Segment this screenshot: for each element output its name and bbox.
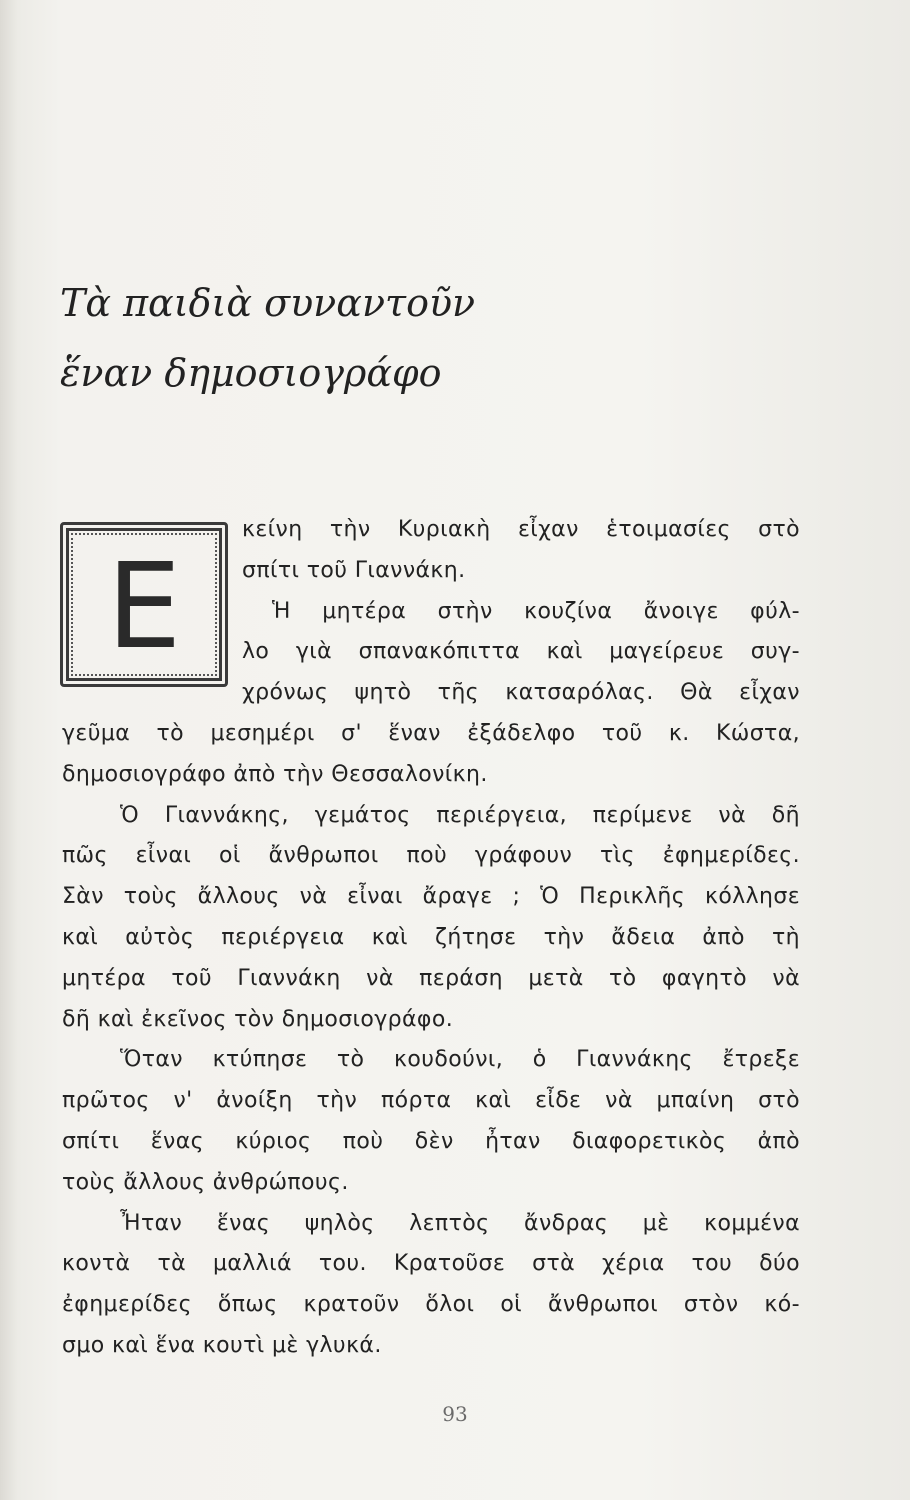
chapter-title-line-2: ἕναν δημοσιογράφο	[60, 351, 442, 395]
body-line: πῶς εἶναι οἱ ἄνθρωποι ποὺ γράφουν τὶς ἐφημερίδες.	[62, 843, 800, 869]
drop-cap-ornament-frame	[60, 522, 228, 687]
body-line: Ἦταν ἕνας ψηλὸς λεπτὸς ἄνδρας μὲ κομμένα	[120, 1210, 800, 1236]
chapter-title-line-1: Τὰ παιδιὰ συναντοῦν	[60, 281, 476, 325]
body-line: δημοσιογράφο ἀπὸ τὴν Θεσσαλονίκη.	[62, 761, 488, 787]
body-line: πρῶτος ν' ἀνοίξη τὴν πόρτα καὶ εἶδε νὰ μπαίνη στὸ	[62, 1088, 800, 1114]
drop-cap-letter: Ε	[106, 537, 182, 675]
body-line: Ἡ μητέρα στὴν κουζίνα ἄνοιγε φύλ-	[272, 598, 800, 624]
body-line: δῆ καὶ ἐκεῖνος τὸν δημοσιογράφο.	[62, 1006, 454, 1032]
body-line: γεῦμα τὸ μεσημέρι σ' ἕναν ἐξάδελφο τοῦ κ. Κώστα,	[62, 721, 800, 746]
body-line: κοντὰ τὰ μαλλιά του. Κρατοῦσε στὰ χέρια του δύο	[62, 1251, 800, 1277]
body-line: χρόνως ψητὸ τῆς κατσαρόλας. Θὰ εἶχαν	[242, 680, 800, 706]
body-line: ἐφημερίδες ὅπως κρατοῦν ὅλοι οἱ ἄνθρωποι στὸν κό-	[62, 1292, 800, 1318]
body-line: λο γιὰ σπανακόπιττα καὶ μαγείρευε συγ-	[242, 639, 800, 665]
body-line: Ὅταν κτύπησε τὸ κουδούνι, ὁ Γιαννάκης ἔτρεξε	[120, 1047, 800, 1073]
body-line: Σὰν τοὺς ἄλλους νὰ εἶναι ἄραγε ; Ὁ Περικλῆς κόλλησε	[62, 884, 800, 910]
body-line: σμο καὶ ἕνα κουτὶ μὲ γλυκά.	[62, 1333, 382, 1358]
body-line: τοὺς ἄλλους ἀνθρώπους.	[62, 1169, 349, 1195]
page-number: 93	[442, 1401, 468, 1426]
body-line: κείνη τὴν Κυριακὴ εἶχαν ἑτοιμασίες στὸ	[242, 517, 800, 542]
body-line: σπίτι τοῦ Γιαννάκη.	[242, 557, 466, 583]
body-line: Ὁ Γιαννάκης, γεμάτος περιέργεια, περίμενε νὰ δῆ	[120, 802, 800, 828]
body-line: μητέρα τοῦ Γιαννάκη νὰ περάση μετὰ τὸ φαγητὸ νὰ	[62, 965, 800, 991]
chapter-title	[60, 268, 760, 408]
body-line: σπίτι ἕνας κύριος ποὺ δὲν ἦταν διαφορετικὸς ἀπὸ	[62, 1129, 800, 1154]
body-line: καὶ αὐτὸς περιέργεια καὶ ζήτησε τὴν ἄδεια ἀπὸ τὴ	[62, 925, 800, 950]
